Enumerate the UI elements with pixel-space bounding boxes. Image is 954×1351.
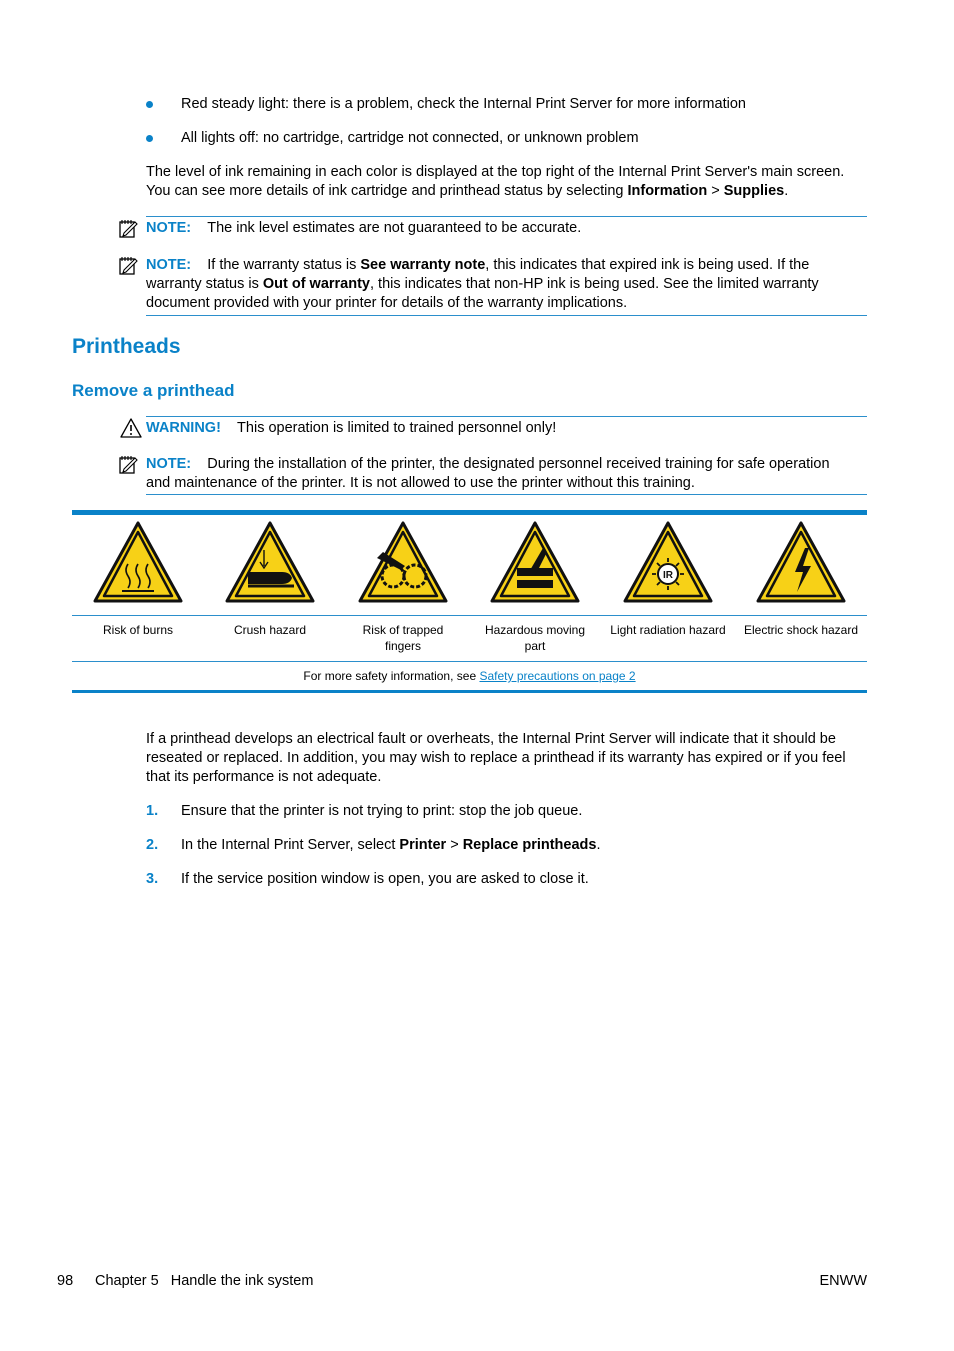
status-out-of-warranty: Out of warranty	[262, 276, 370, 292]
hazard-symbol-cell	[735, 520, 867, 610]
bullet-item: Red steady light: there is a problem, check the Internal Print Server for more information	[181, 96, 746, 112]
note-icon	[118, 219, 138, 239]
moving-part-icon	[489, 520, 581, 604]
ink-level-paragraph	[146, 163, 868, 201]
safety-info-text: For more safety information, see	[303, 669, 480, 683]
hazard-table-bottom-bar	[72, 690, 867, 693]
ink-para-line: The level of ink remaining in each color is displayed at the top right of the Internal Print Server's main screen.	[146, 164, 845, 180]
hazard-table-rule	[72, 661, 867, 662]
note-label: NOTE:	[146, 456, 192, 472]
hazard-symbol-cell	[469, 520, 601, 610]
note-label: NOTE:	[146, 220, 192, 236]
menu-information: Information	[627, 183, 708, 199]
trapped-fingers-icon	[357, 520, 449, 604]
note-bottom-rule	[146, 315, 867, 316]
warning-triangle-icon	[120, 418, 142, 438]
ink-para-line: You can see more details of ink cartridge and printhead status by selecting Information > Supplies.	[146, 183, 789, 199]
step-text: In the Internal Print Server, select Printer > Replace printheads.	[181, 837, 601, 853]
bullet-dot	[146, 101, 153, 108]
warning-text: This operation is limited to trained personnel only!	[237, 420, 557, 436]
ir-radiation-icon	[622, 520, 714, 604]
hazard-caption: Risk of burns	[102, 623, 174, 637]
step-text: If the service position window is open, you are asked to close it.	[181, 871, 589, 887]
note-text: The ink level estimates are not guaranteed to be accurate.	[207, 220, 582, 236]
hazard-symbol-cell	[72, 520, 204, 610]
step-number: 3.	[146, 871, 159, 887]
chapter-title: Chapter 5 Handle the ink system	[95, 1273, 314, 1289]
heat-warning-icon	[92, 520, 184, 604]
hazard-caption: Electric shock hazard	[743, 623, 859, 637]
menu-replace-printheads: Replace printheads	[462, 837, 597, 853]
hazard-caption: Crush hazard	[233, 623, 307, 637]
menu-printer: Printer	[399, 837, 447, 853]
note-top-rule	[146, 216, 867, 217]
note-bottom-rule	[146, 494, 867, 495]
warning-message	[146, 419, 868, 438]
hazard-symbol-cell	[204, 520, 336, 610]
page-number: 98	[57, 1273, 74, 1289]
hazard-caption: Light radiation hazard	[610, 623, 726, 637]
ir-label: IR	[663, 570, 673, 581]
step-number: 1.	[146, 803, 159, 819]
hazard-caption: Hazardous moving part	[484, 623, 586, 653]
hazard-caption: Risk of trapped fingers	[362, 623, 444, 653]
hazard-table-rule	[72, 615, 867, 616]
note-label: NOTE:	[146, 257, 192, 273]
note-icon	[118, 256, 138, 276]
note-icon	[118, 455, 138, 475]
subsection-heading: Remove a printhead	[72, 381, 235, 400]
menu-supplies: Supplies	[723, 183, 785, 199]
bullet-dot	[146, 135, 153, 142]
warning-label: WARNING!	[146, 420, 221, 436]
safety-info-row	[72, 668, 867, 684]
hazard-symbol-cell	[602, 520, 734, 610]
safety-precautions-link[interactable]: Safety precautions on page 2	[479, 669, 636, 683]
note-training: NOTE: During the installation of the printer, the designated personnel received training for safe operation and maintenance of the printer. It is not allowed to use the printer without this training.	[146, 456, 830, 491]
step-number: 2.	[146, 837, 159, 853]
hazard-table-top-bar	[72, 510, 867, 515]
electric-shock-icon	[755, 520, 847, 604]
printhead-fault-paragraph: If a printhead develops an electrical fault or overheats, the Internal Print Server will indicate that it should be reseated or replaced. In addition, you may wish to replace a printhead if its warranty has expired or if you feel that its performance is not adequate.	[146, 731, 846, 785]
bullet-item: All lights off: no cartridge, cartridge not connected, or unknown problem	[181, 130, 639, 146]
section-heading: Printheads	[72, 335, 181, 358]
hazard-symbol-cell	[337, 520, 469, 610]
crush-hazard-icon	[224, 520, 316, 604]
note-ink-level	[146, 219, 868, 238]
note-warranty: NOTE: If the warranty status is See warranty note, this indicates that expired ink is being used. If the warranty status is Out of warranty, this indicates that non-HP ink is being used. See the limited warranty document provided with your printer for details of the warranty implications.	[146, 257, 819, 311]
status-see-warranty-note: See warranty note	[360, 257, 486, 273]
warning-top-rule	[146, 416, 867, 417]
step-text: Ensure that the printer is not trying to print: stop the job queue.	[181, 803, 583, 819]
footer-locale: ENWW	[819, 1273, 867, 1289]
